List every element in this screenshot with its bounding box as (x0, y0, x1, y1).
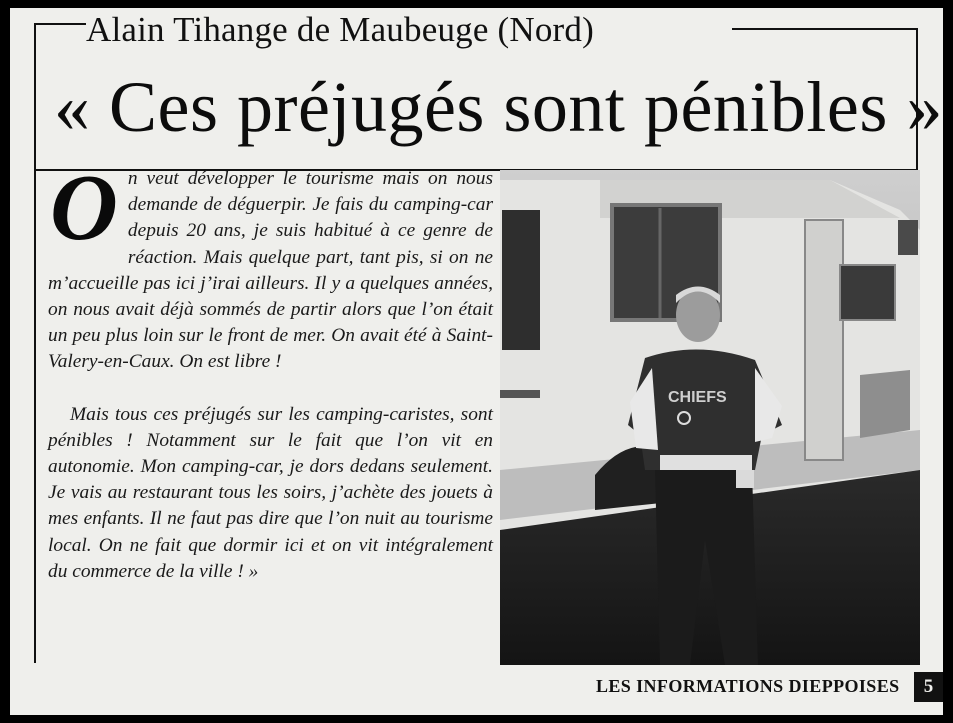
paragraph-2: Mais tous ces préjugés sur les camping-caristes, sont pénibles ! Notamment sur le fait que l’on vit en autonomie. Mon camping-car, je dors dedans seulement. Je vais au restaurant tous les soirs, j’achète des jouets à mes enfants. Il ne faut pas dire que l’on nuit au tourisme local. On ne fait que dormir ici et on vit intégralement du commerce de la ville ! » (48, 403, 493, 582)
article-photo (500, 170, 920, 665)
page-number: 5 (914, 672, 943, 702)
newspaper-clipping (10, 8, 943, 715)
article-kicker: Alain Tihange de Maubeuge (Nord) (86, 10, 594, 49)
article-headline: « Ces préjugés sont pénibles » (54, 67, 943, 147)
drop-cap: O (50, 156, 118, 260)
header-rule-left (34, 23, 86, 25)
paragraph-1 (48, 156, 493, 376)
camping-car-photo (500, 170, 920, 665)
newspaper-source: LES INFORMATIONS DIEPPOISES (596, 676, 900, 696)
frame-rule-left (34, 23, 36, 663)
article-body (48, 156, 493, 585)
paragraph-1-text: n veut développer le tourisme mais on nous demande de déguerpir. Je fais du camping-car depuis 20 ans, je suis habitué à ce genre de réaction. Mais quelque part, tant pis, si on ne m’accueille pas ici j’irai ailleurs. Il y a quelques années, on nous avait déjà sommés de partir alors que l’on était un peu plus loin sur le front de mer. On avait été à Saint-Valery-en-Caux. On est libre ! (48, 168, 493, 373)
header-rule-right (732, 28, 918, 30)
svg-text:CHIEFS: CHIEFS (668, 389, 727, 406)
